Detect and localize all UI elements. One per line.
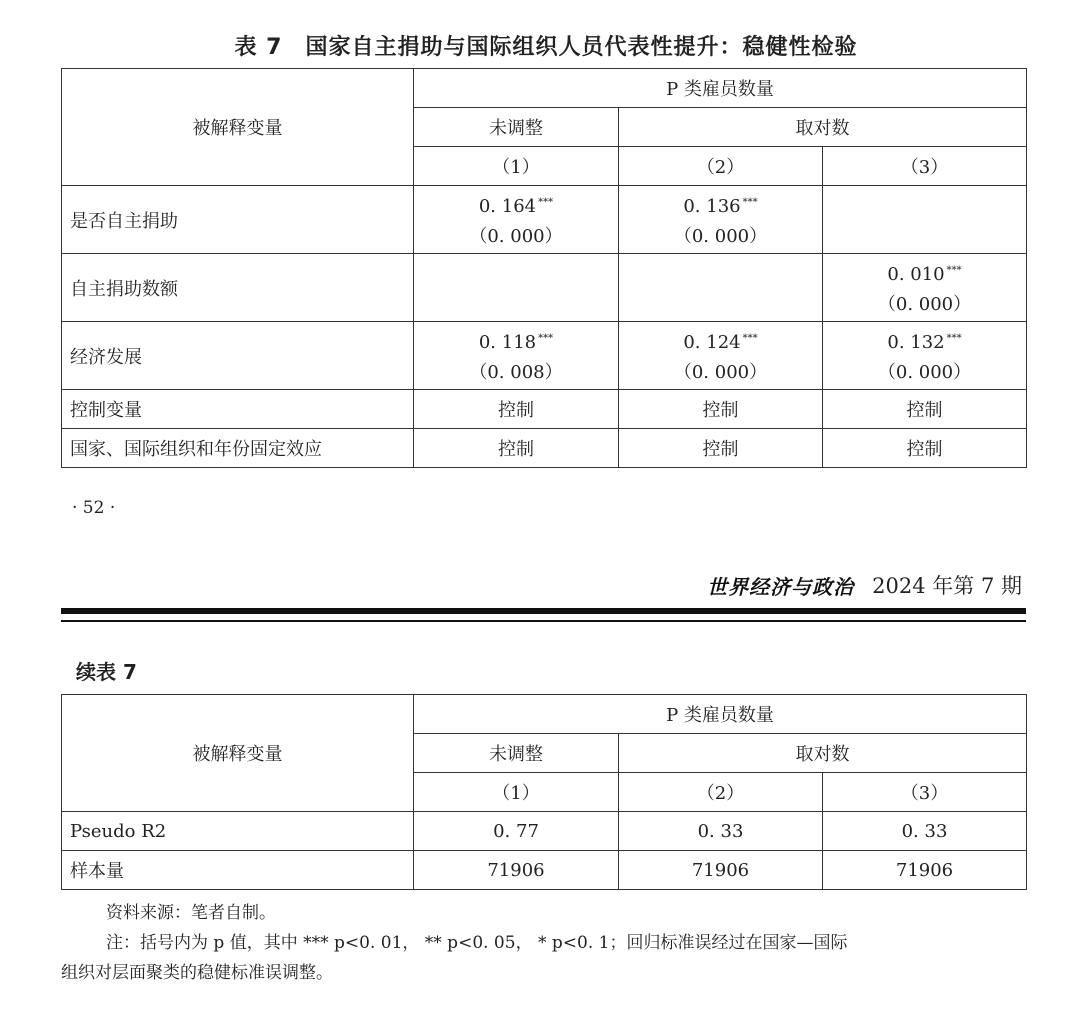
header-log: 取对数 — [619, 108, 1027, 147]
cell-value: 控制 — [619, 390, 823, 429]
regression-table — [61, 68, 1027, 468]
table-row — [62, 186, 1027, 254]
row-label: 国家、国际组织和年份固定效应 — [62, 429, 414, 468]
table-title: 表 7 国家自主捐助与国际组织人员代表性提升：稳健性检验 — [234, 35, 858, 60]
continued-table-title: 续表 7 — [76, 660, 137, 684]
cell-coef: 0. 010 *** （0. 000） — [823, 254, 1027, 322]
header-dependent-variable: 被解释变量 — [62, 695, 414, 812]
cell-coef: 0. 132 *** （0. 000） — [823, 322, 1027, 390]
journal-logo: 世界经济与政治 — [707, 574, 855, 599]
source-note: 资料来源：笔者自制。 — [106, 903, 276, 923]
row-label: Pseudo R2 — [62, 812, 414, 851]
header-dependent-variable: 被解释变量 — [62, 69, 414, 186]
cell-coef: 0. 118 *** （0. 008） — [414, 322, 619, 390]
table-row — [62, 322, 1027, 390]
header-unadjusted: 未调整 — [414, 734, 619, 773]
running-header — [707, 570, 1022, 600]
regression-table-continued — [61, 694, 1027, 890]
header-col-1: （1） — [414, 773, 619, 812]
cell-value: 控制 — [414, 429, 619, 468]
cell-value: 控制 — [823, 429, 1027, 468]
cell-value: 0. 33 — [619, 812, 823, 851]
table-notes — [61, 898, 1026, 988]
row-label: 样本量 — [62, 851, 414, 890]
header-col-3: （3） — [823, 147, 1027, 186]
cell-coef — [619, 254, 823, 322]
cell-coef: 0. 136 *** （0. 000） — [619, 186, 823, 254]
header-rule-thin — [61, 620, 1026, 622]
header-rule-thick — [61, 608, 1026, 614]
header-col-2: （2） — [619, 773, 823, 812]
page-number: · 52 · — [72, 498, 116, 518]
cell-coef — [414, 254, 619, 322]
cell-value: 控制 — [619, 429, 823, 468]
header-col-3: （3） — [823, 773, 1027, 812]
cell-value: 控制 — [414, 390, 619, 429]
significance-note: 注：括号内为 p 值，其中 *** p<0. 01， ** p<0. 05， * p<0. 1；回归标准误经过在国家—国际 — [106, 933, 848, 953]
table-row — [62, 390, 1027, 429]
header-col-2: （2） — [619, 147, 823, 186]
cell-value: 控制 — [823, 390, 1027, 429]
header-group: P 类雇员数量 — [414, 69, 1027, 108]
row-label: 是否自主捐助 — [62, 186, 414, 254]
cell-value: 0. 33 — [823, 812, 1027, 851]
cell-value: 0. 77 — [414, 812, 619, 851]
table-row — [62, 851, 1027, 890]
row-label: 自主捐助数额 — [62, 254, 414, 322]
header-log: 取对数 — [619, 734, 1027, 773]
cell-value: 71906 — [823, 851, 1027, 890]
table-row — [62, 429, 1027, 468]
issue-label: 2024 年第 7 期 — [872, 574, 1022, 598]
cell-coef: 0. 164 *** （0. 000） — [414, 186, 619, 254]
header-unadjusted: 未调整 — [414, 108, 619, 147]
table-row — [62, 812, 1027, 851]
cell-value: 71906 — [619, 851, 823, 890]
table-row — [62, 254, 1027, 322]
row-label: 经济发展 — [62, 322, 414, 390]
cell-value: 71906 — [414, 851, 619, 890]
header-group: P 类雇员数量 — [414, 695, 1027, 734]
cell-coef: 0. 124 *** （0. 000） — [619, 322, 823, 390]
cell-coef — [823, 186, 1027, 254]
header-col-1: （1） — [414, 147, 619, 186]
significance-note-cont: 组织对层面聚类的稳健标准误调整。 — [61, 963, 333, 983]
row-label: 控制变量 — [62, 390, 414, 429]
